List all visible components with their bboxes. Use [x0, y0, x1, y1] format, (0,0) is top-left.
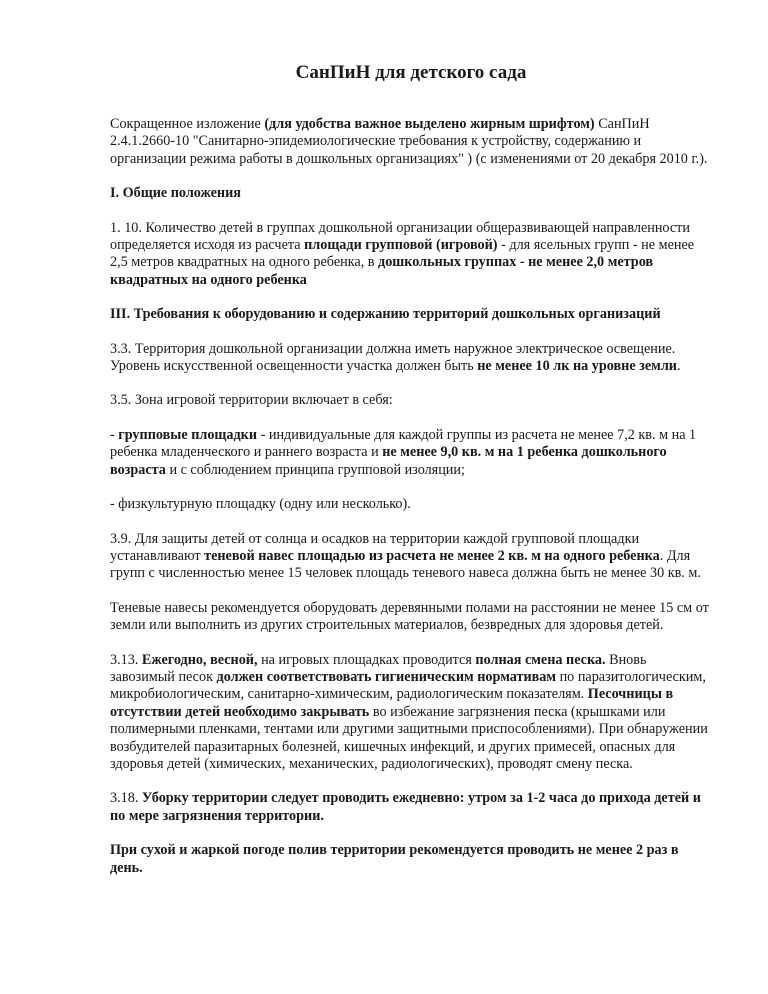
paragraph-3-5: 3.5. Зона игровой территории включает в себя: — [110, 392, 393, 409]
paragraph-3-5-sport-area: - физкультурную площадку (одну или несколько). — [110, 496, 411, 513]
paragraph-1-10: 1. 10. Количество детей в группах дошкольной организации общеразвивающей направленности определяется исходя из расчета площади групповой (игровой) - для ясельных групп - не менее 2,5 метров квадратных на одного ребенка, в дошкольных группах - не менее 2,0 метров квадратных на одного ребенка — [110, 219, 695, 288]
intro-paragraph — [110, 116, 712, 168]
paragraph-3-3: 3.3. Территория дошкольной организации должна иметь наружное электрическое освещение. Уровень искусственной освещенности участка должен быть не менее 10 лк на уровне земли. — [110, 340, 681, 375]
paragraph-3-9: 3.9. Для защиты детей от солнца и осадков на территории каждой групповой площадки устанавливают теневой навес площадью из расчета не менее 2 кв. м на одного ребенка. Для групп с численностью менее 15 человек площадь теневого навеса должна быть не менее 30 кв. м. — [110, 530, 701, 582]
paragraph-3-9-shade: Теневые навесы рекомендуется оборудовать деревянными полами на расстоянии не менее 15 см от земли или выполнить из других строительных материалов, безвредных для здоровья детей. — [110, 599, 709, 634]
intro-bold: (для удобства важное выделено жирным шрифтом) — [264, 116, 595, 132]
paragraph-3-13: 3.13. Ежегодно, весной, на игровых площадках проводится полная смена песка. Вновь завозимый песок должен соответствовать гигиеническим нормативам по паразитологическим, микробиологическим, санитарно-химическим, радиологическим показателям. Песочницы в отсутствии детей необходимо закрывать во избежание загрязнения песка (крышками или полимерными пленками, тентами или другими защитными приспособлениями). При обнаружении возбудителей паразитарных болезней, кишечных инфекций, и других примесей, опасных для здоровья детей (химических, механических, радиологических), проводят смену песка. — [110, 651, 708, 772]
section-1-heading: I. Общие положения — [110, 185, 241, 202]
paragraph-3-18: 3.18. Уборку территории следует проводить ежедневно: утром за 1-2 часа до прихода детей и по мере загрязнения территории. — [110, 790, 701, 824]
intro-text: Сокращенное изложение — [110, 116, 265, 132]
section-3-heading: III. Требования к оборудованию и содержанию территорий дошкольных организаций — [110, 306, 661, 323]
paragraph-3-5-group-areas: - групповые площадки - индивидуальные для каждой группы из расчета не менее 7,2 кв. м на 1 ребенка младенческого и раннего возраста и не менее 9,0 кв. м на 1 ребенка дошкольного возраста и с соблюдением принципа групповой изоляции; — [110, 426, 697, 478]
document-title: СанПиН для детского сада — [295, 62, 527, 83]
paragraph-watering: При сухой и жаркой погоде полив территории рекомендуется проводить не менее 2 раз в день. — [110, 842, 679, 876]
intro-text-end: СанПиН 2.4.1.2660-10 "Санитарно-эпидемиологические требования к устройству, содержанию и организации режима работы в дошкольных организациях" ) (с изменениями от 20 декабря 2010 г.). — [110, 116, 708, 167]
